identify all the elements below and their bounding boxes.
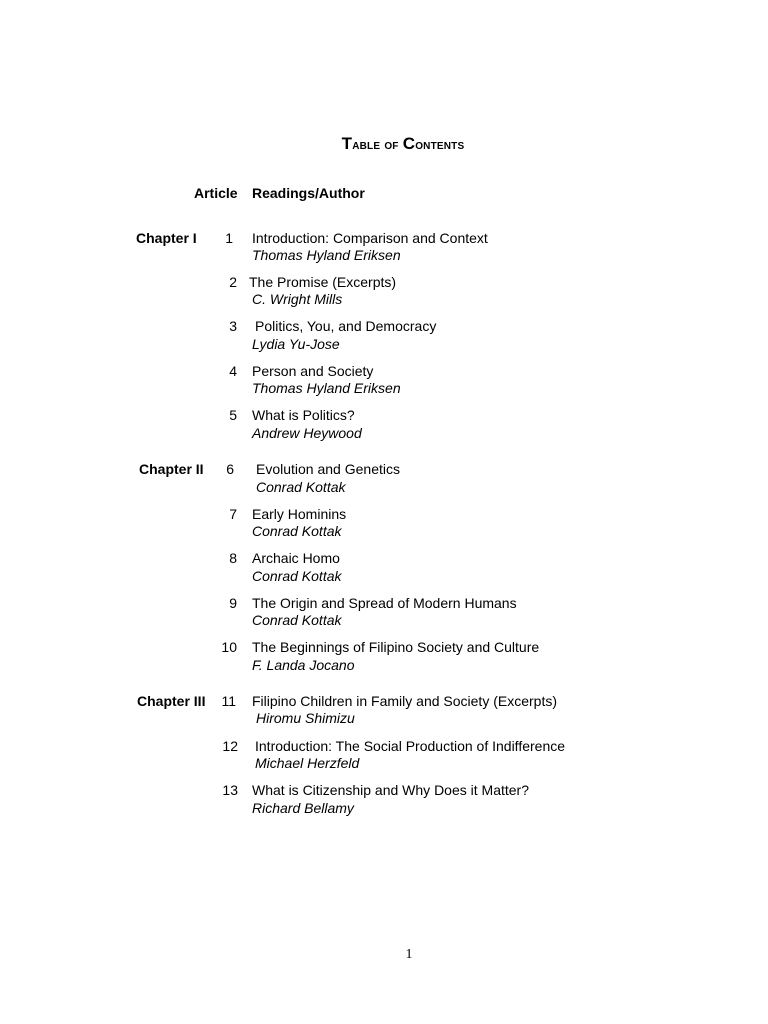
reading-author: Conrad Kottak <box>256 479 346 495</box>
reading-number: 12 <box>222 738 238 754</box>
reading-author: Richard Bellamy <box>252 800 354 816</box>
reading-title: Archaic Homo <box>252 550 340 566</box>
reading-number: 10 <box>221 639 237 655</box>
page-number: 1 <box>405 947 413 962</box>
title-part-ontents: ontents <box>415 136 465 152</box>
reading-title: What is Politics? <box>252 407 355 423</box>
reading-title: Introduction: Comparison and Context <box>252 230 488 246</box>
reading-author: Conrad Kottak <box>252 568 342 584</box>
reading-title: The Promise (Excerpts) <box>249 274 397 290</box>
reading-number: 3 <box>229 318 237 334</box>
reading-title: Politics, You, and Democracy <box>255 318 437 334</box>
reading-author: Conrad Kottak <box>252 612 342 628</box>
reading-number: 13 <box>222 782 238 798</box>
reading-number: 9 <box>229 595 237 611</box>
reading-author: Lydia Yu-Jose <box>252 336 340 352</box>
chapter-label-3: Chapter III <box>137 693 206 709</box>
reading-number: 1 <box>225 230 233 246</box>
reading-title: Evolution and Genetics <box>256 461 400 477</box>
chapter-label-2: Chapter II <box>139 461 204 477</box>
reading-title: Introduction: The Social Production of Indifference <box>255 738 566 754</box>
column-header-article: Article <box>194 185 238 201</box>
reading-title: Person and Society <box>252 363 374 379</box>
reading-number: 6 <box>226 461 234 477</box>
title-part-able-of: able of <box>352 136 403 152</box>
column-header-readings-author: Readings/Author <box>252 185 365 201</box>
reading-number: 5 <box>229 407 237 423</box>
reading-author: Andrew Heywood <box>252 425 362 441</box>
title-initial-c: C <box>402 134 416 153</box>
reading-author: Michael Herzfeld <box>255 755 360 771</box>
chapter-label-1: Chapter I <box>136 230 197 246</box>
page-title <box>0 134 768 154</box>
reading-number: 7 <box>229 506 237 522</box>
reading-author: Hiromu Shimizu <box>256 710 355 726</box>
reading-title: Early Hominins <box>252 506 347 522</box>
reading-title: The Origin and Spread of Modern Humans <box>252 595 517 611</box>
reading-title: What is Citizenship and Why Does it Matter? <box>252 782 529 798</box>
reading-number: 4 <box>229 363 237 379</box>
reading-title: The Beginnings of Filipino Society and Culture <box>252 639 540 655</box>
reading-number: 2 <box>229 274 237 290</box>
title-initial-t: T <box>341 134 353 153</box>
reading-number: 8 <box>229 550 237 566</box>
reading-author: Thomas Hyland Eriksen <box>252 247 401 263</box>
reading-author: Conrad Kottak <box>252 523 342 539</box>
reading-title: Filipino Children in Family and Society (Excerpts) <box>252 693 557 709</box>
reading-number: 11 <box>221 693 236 709</box>
reading-author: Thomas Hyland Eriksen <box>252 380 401 396</box>
reading-author: C. Wright Mills <box>252 291 343 307</box>
reading-author: F. Landa Jocano <box>252 657 355 673</box>
